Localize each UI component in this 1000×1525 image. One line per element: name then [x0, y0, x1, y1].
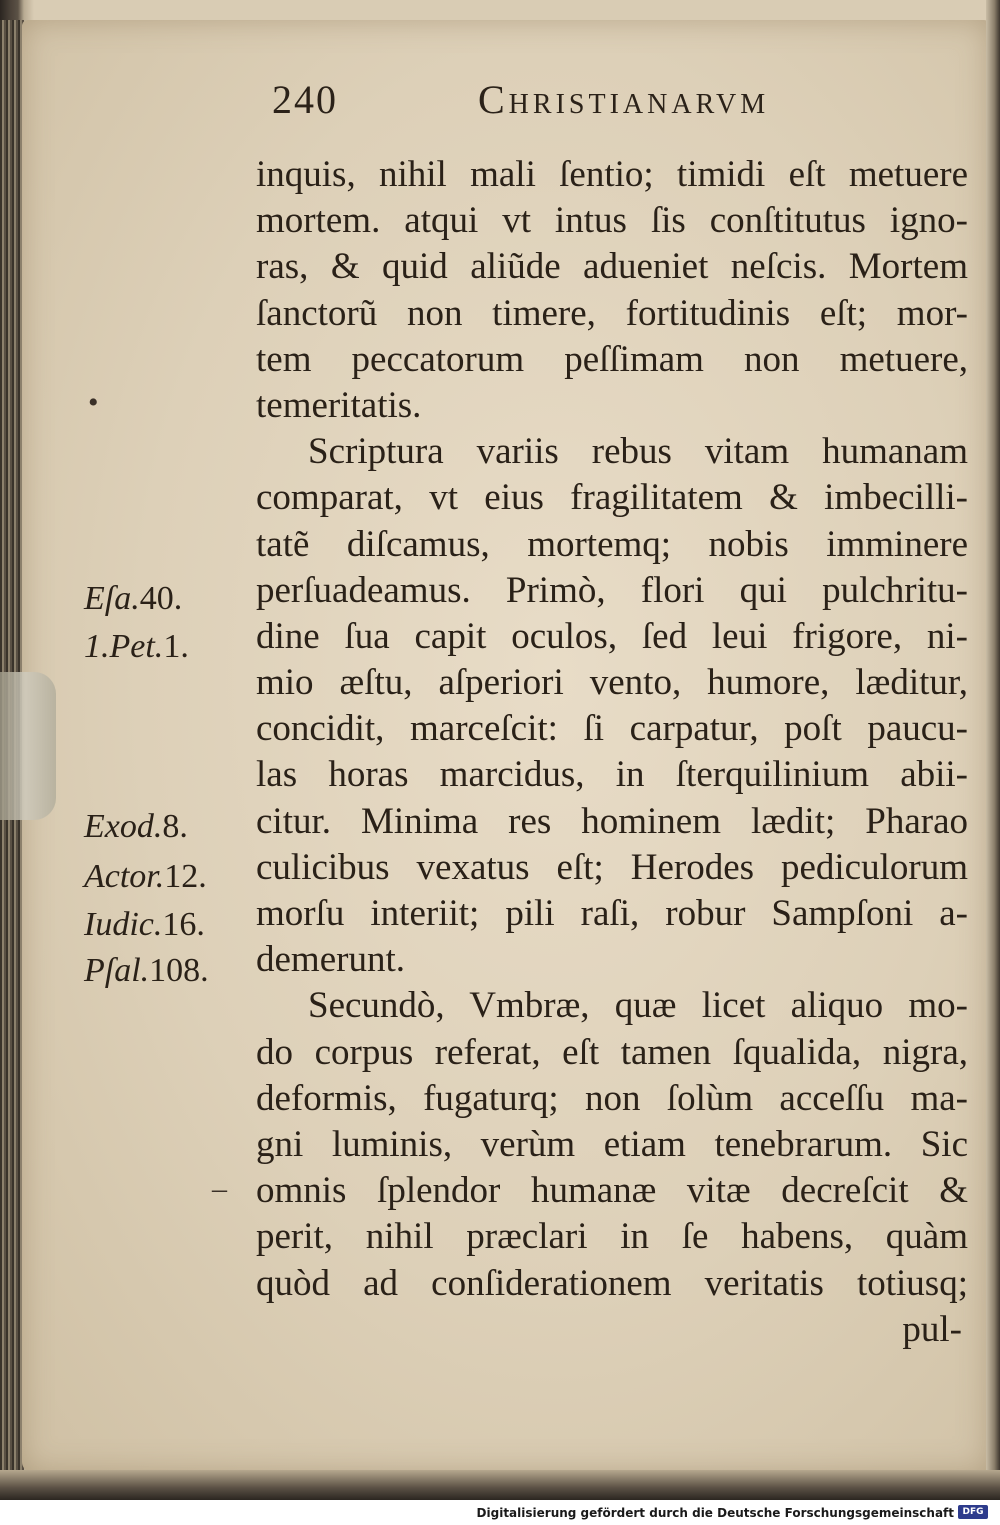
text-line: Scriptura variis rebus vitam humanam: [308, 431, 968, 473]
marginal-note: Pſal.108.: [84, 952, 209, 989]
text-line: omnis ſplendor humanæ vitæ decreſcit &: [256, 1170, 968, 1212]
marginal-note: 1.Pet.1.: [84, 628, 189, 665]
folio-number: 240: [272, 77, 338, 122]
text-line: las horas marcidus, in ſterquilinium abii-: [256, 754, 968, 796]
text-line: tatẽ diſcamus, mortemq; nobis imminere: [256, 523, 968, 565]
text-line: dine ſua capit oculos, ſed leui frigore, ni-: [256, 615, 968, 657]
text-line: tem peccatorum peſſimam non metuere,: [256, 338, 968, 380]
text-line: comparat, vt eius fragilitatem & imbecilli-: [256, 477, 968, 519]
text-line: culicibus vexatus eſt; Herodes pediculorum: [256, 846, 968, 888]
marginal-note: Eſa.40.: [84, 580, 183, 617]
page-bottom-edge: [0, 1470, 1000, 1500]
marginal-note: Actor.12.: [84, 858, 207, 895]
marginal-note: Iudic.16.: [84, 906, 205, 943]
text-line: concidit, marceſcit: ſi carpatur, poſt paucu-: [256, 708, 968, 750]
text-line: mortem. atqui vt intus ſis conſtitutus igno-: [256, 200, 968, 242]
margin-mark: –: [212, 1172, 227, 1205]
text-line: demerunt.: [256, 939, 405, 981]
page-edge: [986, 0, 1000, 1500]
page-tab-marker: [0, 672, 56, 820]
text-line: inquis, nihil mali ſentio; timidi eſt metuere: [256, 154, 968, 195]
catchword: pul-: [902, 1308, 962, 1350]
text-line: perſuadeamus. Primò, flori qui pulchritu-: [256, 569, 968, 611]
text-line: ras, & quid aliũde adueniet neſcis. Mortem: [256, 246, 968, 288]
text-line: citur. Minima res hominem lædit; Pharao: [256, 800, 968, 842]
text-line: perit, nihil præclari in ſe habens, quàm: [256, 1216, 968, 1258]
text-line: mio æſtu, aſperiori vento, humore, læditur,: [256, 662, 968, 704]
text-line: deformis, fugaturq; non ſolùm acceſſu ma-: [256, 1077, 968, 1119]
text-line: do corpus referat, eſt tamen ſqualida, nigra,: [256, 1031, 968, 1073]
text-line: morſu interiit; pili raſi, robur Sampſoni a-: [256, 893, 968, 934]
body-text: [256, 152, 968, 1353]
marginal-note: Exod.8.: [84, 808, 188, 845]
text-line: ſanctorũ non timere, fortitudinis eſt; mor-: [256, 292, 968, 334]
text-line: Secundò, Vmbræ, quæ licet aliquo mo-: [308, 985, 968, 1027]
text-line: temeritatis.: [256, 384, 422, 426]
page-header: [272, 76, 872, 128]
footer-bar: [0, 1500, 1000, 1525]
running-title: Christianarvm: [478, 77, 770, 122]
funding-credit: Digitalisierung gefördert durch die Deutsche Forschungsgemeinschaft: [476, 1506, 954, 1520]
dfg-logo-icon: DFG: [958, 1505, 988, 1519]
text-line: gni luminis, verùm etiam tenebrarum. Sic: [256, 1123, 968, 1165]
margin-mark: •: [88, 386, 99, 419]
text-line: quòd ad conſiderationem veritatis totiusq;: [256, 1262, 968, 1304]
